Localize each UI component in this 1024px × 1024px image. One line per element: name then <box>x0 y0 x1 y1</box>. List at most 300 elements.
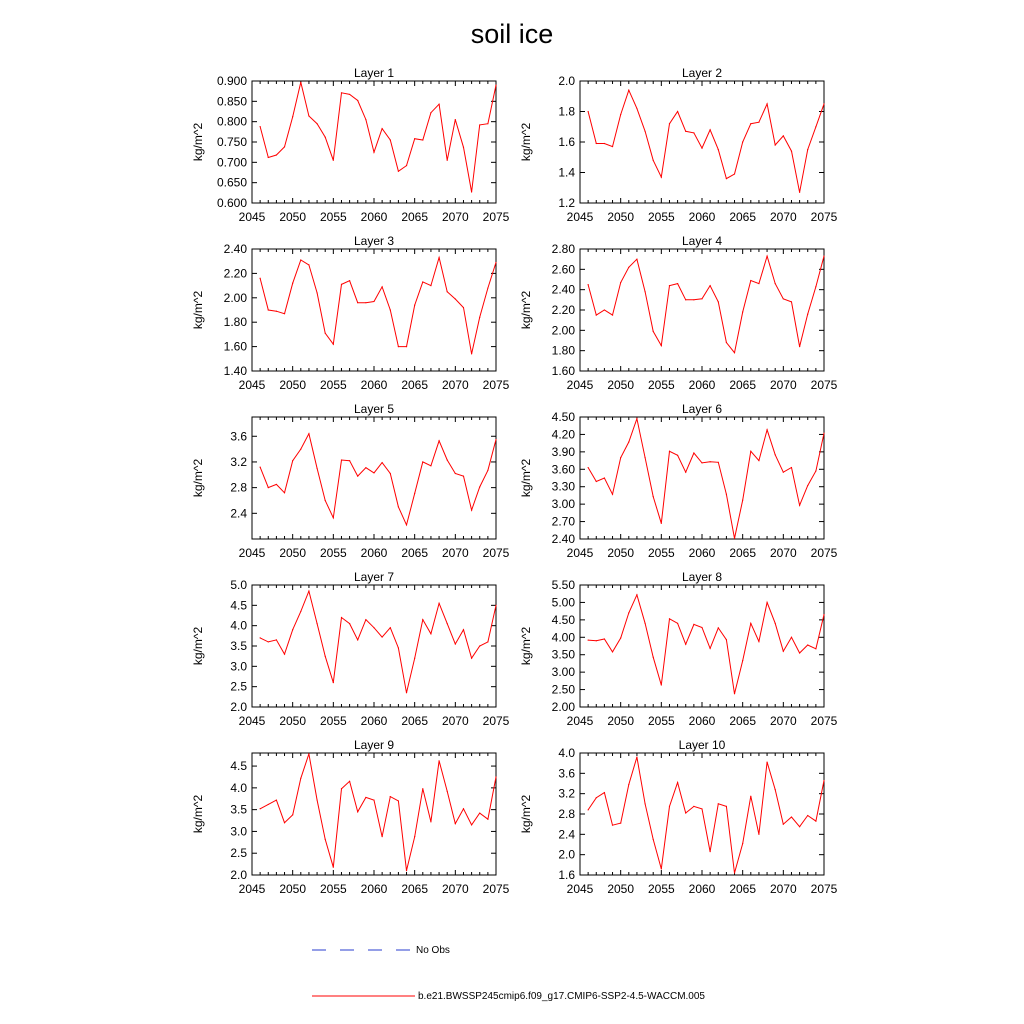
plot-frame <box>580 249 824 371</box>
y-tick-label: 2.20 <box>551 303 575 317</box>
data-point <box>628 441 629 442</box>
panel-title: Layer 1 <box>353 66 395 80</box>
data-point <box>365 467 366 468</box>
data-point <box>382 462 383 463</box>
y-tick-label: 2.40 <box>551 532 575 546</box>
x-tick-label: 2070 <box>769 210 797 224</box>
data-point <box>750 623 751 624</box>
x-tick-label: 2045 <box>238 546 266 560</box>
data-point <box>487 123 488 124</box>
x-tick-label: 2050 <box>279 714 307 728</box>
data-point <box>628 612 629 613</box>
data-point <box>726 806 727 807</box>
data-point <box>414 836 415 837</box>
data-point <box>365 302 366 303</box>
x-tick-label: 2075 <box>810 882 838 896</box>
x-tick-label: 2045 <box>238 378 266 392</box>
panel-title: Layer 4 <box>681 234 723 248</box>
y-tick-label: 1.6 <box>558 135 575 149</box>
data-point <box>734 693 735 694</box>
data-point <box>447 459 448 460</box>
data-point <box>260 808 261 809</box>
x-tick-label: 2045 <box>566 378 594 392</box>
data-point <box>390 309 391 310</box>
data-point <box>487 641 488 642</box>
data-point <box>495 776 496 777</box>
data-point <box>596 481 597 482</box>
y-tick-label: 3.0 <box>230 824 247 839</box>
y-tick-label: 2.00 <box>223 290 247 305</box>
data-point <box>365 797 366 798</box>
figure-title: soil ice <box>470 19 554 49</box>
x-tick-label: 2050 <box>607 882 635 896</box>
x-tick-label: 2045 <box>238 210 266 224</box>
data-point <box>382 836 383 837</box>
data-point <box>628 90 629 91</box>
data-point <box>815 126 816 127</box>
y-tick-label: 2.60 <box>551 262 575 277</box>
data-point <box>612 146 613 147</box>
data-point <box>365 119 366 120</box>
y-tick-label: 3.00 <box>551 497 575 512</box>
y-tick-label: 2.70 <box>551 514 575 529</box>
legend-obs-label: No Obs <box>416 945 450 956</box>
data-point <box>710 851 711 852</box>
data-point <box>341 284 342 285</box>
y-tick-label: 2.40 <box>551 282 575 297</box>
data-point <box>815 286 816 287</box>
data-point <box>398 506 399 507</box>
x-tick-label: 2050 <box>279 378 307 392</box>
data-point <box>406 346 407 347</box>
data-point <box>349 460 350 461</box>
data-point <box>325 839 326 840</box>
y-tick-label: 2.0 <box>558 74 575 88</box>
data-point <box>596 314 597 315</box>
data-point <box>447 160 448 161</box>
data-point <box>455 473 456 474</box>
data-point <box>807 149 808 150</box>
y-axis-label: kg/m^2 <box>191 290 205 330</box>
data-point <box>612 314 613 315</box>
data-point <box>734 538 735 539</box>
panel-title: Layer 6 <box>681 402 723 416</box>
panel-layer-7 <box>191 570 510 728</box>
y-tick-label: 3.6 <box>230 429 247 444</box>
data-point <box>447 791 448 792</box>
data-point <box>300 259 301 260</box>
plot-frame <box>252 753 496 875</box>
x-tick-label: 2070 <box>441 714 469 728</box>
data-point <box>823 780 824 781</box>
series-line <box>260 258 496 354</box>
data-point <box>766 103 767 104</box>
data-point <box>455 119 456 120</box>
y-axis-label: kg/m^2 <box>519 122 533 162</box>
plot-frame <box>580 753 824 875</box>
data-point <box>463 808 464 809</box>
data-point <box>373 799 374 800</box>
x-tick-label: 2075 <box>810 714 838 728</box>
data-point <box>644 623 645 624</box>
data-point <box>308 591 309 592</box>
data-point <box>276 799 277 800</box>
y-tick-label: 0.600 <box>216 196 247 210</box>
x-tick-label: 2070 <box>769 378 797 392</box>
legend-model-label: b.e21.BWSSP245cmip6.f09_g17.CMIP6-SSP2-4.5-WACCM.005 <box>418 991 705 1002</box>
data-point <box>718 803 719 804</box>
data-point <box>333 160 334 161</box>
y-tick-label: 4.0 <box>558 746 575 760</box>
x-tick-label: 2060 <box>360 546 388 560</box>
data-point <box>430 821 431 822</box>
data-point <box>677 455 678 456</box>
data-point <box>430 112 431 113</box>
y-tick-label: 1.80 <box>223 315 247 330</box>
data-point <box>316 292 317 293</box>
data-point <box>349 280 350 281</box>
x-tick-label: 2055 <box>319 546 347 560</box>
y-tick-label: 2.8 <box>230 480 247 495</box>
data-point <box>661 684 662 685</box>
data-point <box>636 594 637 595</box>
data-point <box>710 648 711 649</box>
data-point <box>463 475 464 476</box>
data-point <box>653 496 654 497</box>
data-point <box>463 629 464 630</box>
data-point <box>604 143 605 144</box>
x-tick-label: 2070 <box>769 546 797 560</box>
data-point <box>807 815 808 816</box>
y-tick-label: 1.8 <box>558 104 575 119</box>
y-tick-label: 2.40 <box>223 242 247 256</box>
y-tick-label: 5.00 <box>551 595 575 610</box>
x-tick-label: 2045 <box>566 882 594 896</box>
data-point <box>495 439 496 440</box>
data-point <box>636 418 637 419</box>
data-point <box>373 627 374 628</box>
y-axis-label: kg/m^2 <box>191 458 205 498</box>
x-tick-label: 2050 <box>279 210 307 224</box>
data-point <box>292 629 293 630</box>
x-tick-label: 2065 <box>401 210 429 224</box>
data-point <box>644 457 645 458</box>
data-point <box>791 816 792 817</box>
panel-title: Layer 7 <box>353 570 395 584</box>
y-tick-label: 3.6 <box>558 766 575 781</box>
data-point <box>292 814 293 815</box>
data-point <box>596 143 597 144</box>
x-tick-label: 2050 <box>607 210 635 224</box>
data-point <box>620 114 621 115</box>
y-tick-label: 5.0 <box>230 578 247 592</box>
x-tick-label: 2055 <box>647 714 675 728</box>
data-point <box>669 123 670 124</box>
data-point <box>750 796 751 797</box>
data-point <box>414 493 415 494</box>
data-point <box>495 262 496 263</box>
data-point <box>653 839 654 840</box>
data-point <box>406 165 407 166</box>
panel-layer-8 <box>519 570 838 728</box>
y-axis-label: kg/m^2 <box>519 626 533 666</box>
data-point <box>734 352 735 353</box>
data-point <box>815 470 816 471</box>
plot-frame <box>580 81 824 203</box>
data-point <box>661 345 662 346</box>
data-point <box>422 619 423 620</box>
data-point <box>438 104 439 105</box>
y-tick-label: 3.5 <box>230 802 247 817</box>
data-point <box>644 291 645 292</box>
data-point <box>479 486 480 487</box>
y-tick-label: 2.0 <box>230 700 247 714</box>
x-tick-label: 2075 <box>810 378 838 392</box>
data-point <box>685 299 686 300</box>
panel-title: Layer 10 <box>678 738 726 752</box>
data-point <box>636 108 637 109</box>
y-tick-label: 2.50 <box>551 682 575 697</box>
y-axis-label: kg/m^2 <box>519 458 533 498</box>
data-point <box>604 477 605 478</box>
data-point <box>750 451 751 452</box>
data-point <box>612 494 613 495</box>
data-point <box>422 788 423 789</box>
x-tick-label: 2045 <box>238 714 266 728</box>
y-axis-label: kg/m^2 <box>191 122 205 162</box>
x-tick-label: 2065 <box>729 882 757 896</box>
series-line <box>260 82 496 192</box>
data-point <box>325 333 326 334</box>
data-point <box>669 285 670 286</box>
data-point <box>308 433 309 434</box>
series-line <box>588 757 824 873</box>
data-point <box>783 135 784 136</box>
y-tick-label: 1.4 <box>558 165 575 180</box>
panel-title: Layer 8 <box>681 570 723 584</box>
panel-title: Layer 3 <box>353 234 395 248</box>
series-line <box>260 591 496 693</box>
data-point <box>406 870 407 871</box>
x-tick-label: 2055 <box>647 546 675 560</box>
data-point <box>791 467 792 468</box>
y-tick-label: 4.50 <box>551 410 575 424</box>
x-tick-label: 2060 <box>360 210 388 224</box>
y-tick-label: 1.40 <box>223 364 247 378</box>
data-point <box>807 644 808 645</box>
panel-layer-2 <box>519 66 838 224</box>
data-point <box>447 623 448 624</box>
data-point <box>414 305 415 306</box>
y-tick-label: 1.60 <box>223 339 247 354</box>
data-point <box>292 116 293 117</box>
x-tick-label: 2060 <box>688 714 716 728</box>
x-tick-label: 2065 <box>729 546 757 560</box>
data-point <box>284 313 285 314</box>
data-point <box>799 505 800 506</box>
data-point <box>333 867 334 868</box>
data-point <box>661 176 662 177</box>
data-point <box>365 619 366 620</box>
data-point <box>669 618 670 619</box>
data-point <box>677 283 678 284</box>
data-point <box>596 797 597 798</box>
data-point <box>685 644 686 645</box>
x-tick-label: 2075 <box>482 210 510 224</box>
data-point <box>260 126 261 127</box>
x-tick-label: 2065 <box>729 378 757 392</box>
data-point <box>815 648 816 649</box>
data-point <box>406 692 407 693</box>
data-point <box>325 137 326 138</box>
x-tick-label: 2050 <box>607 714 635 728</box>
x-tick-label: 2055 <box>647 210 675 224</box>
data-point <box>349 623 350 624</box>
x-tick-label: 2045 <box>566 546 594 560</box>
data-point <box>644 131 645 132</box>
x-tick-label: 2055 <box>319 210 347 224</box>
panel-title: Layer 9 <box>353 738 395 752</box>
x-tick-label: 2060 <box>688 882 716 896</box>
data-point <box>398 647 399 648</box>
data-point <box>398 346 399 347</box>
data-point <box>596 640 597 641</box>
data-point <box>620 282 621 283</box>
data-point <box>701 148 702 149</box>
data-point <box>357 475 358 476</box>
x-tick-label: 2075 <box>810 546 838 560</box>
data-point <box>807 485 808 486</box>
data-point <box>685 472 686 473</box>
y-tick-label: 2.4 <box>558 827 575 842</box>
plot-frame <box>580 585 824 707</box>
data-point <box>438 760 439 761</box>
y-tick-label: 0.700 <box>216 155 247 170</box>
data-point <box>718 627 719 628</box>
data-point <box>357 302 358 303</box>
y-tick-label: 4.0 <box>230 618 247 633</box>
data-point <box>349 781 350 782</box>
data-point <box>260 278 261 279</box>
data-point <box>693 452 694 453</box>
data-point <box>718 301 719 302</box>
data-point <box>422 139 423 140</box>
data-point <box>341 617 342 618</box>
y-tick-label: 3.2 <box>558 786 575 801</box>
data-point <box>823 103 824 104</box>
series-line <box>588 90 824 192</box>
data-point <box>636 259 637 260</box>
data-point <box>276 154 277 155</box>
data-point <box>268 157 269 158</box>
data-point <box>406 524 407 525</box>
data-point <box>758 122 759 123</box>
data-point <box>620 457 621 458</box>
data-point <box>604 638 605 639</box>
data-point <box>758 460 759 461</box>
data-point <box>382 636 383 637</box>
series-line <box>588 595 824 694</box>
data-point <box>316 123 317 124</box>
data-point <box>669 451 670 452</box>
data-point <box>325 656 326 657</box>
data-point <box>292 283 293 284</box>
panel-layer-4 <box>519 234 838 392</box>
x-tick-label: 2050 <box>607 546 635 560</box>
y-axis-label: kg/m^2 <box>191 626 205 666</box>
data-point <box>815 821 816 822</box>
panel-layer-3 <box>191 234 510 392</box>
data-point <box>276 639 277 640</box>
x-tick-label: 2065 <box>729 714 757 728</box>
data-point <box>487 819 488 820</box>
y-tick-label: 4.5 <box>230 598 247 613</box>
data-point <box>300 449 301 450</box>
data-point <box>588 809 589 810</box>
data-point <box>604 309 605 310</box>
data-point <box>783 651 784 652</box>
data-point <box>710 129 711 130</box>
data-point <box>726 494 727 495</box>
data-point <box>373 301 374 302</box>
x-tick-label: 2070 <box>769 714 797 728</box>
data-point <box>742 311 743 312</box>
y-tick-label: 4.0 <box>230 780 247 795</box>
data-point <box>268 641 269 642</box>
data-point <box>414 658 415 659</box>
data-point <box>742 141 743 142</box>
y-tick-label: 3.30 <box>551 479 575 494</box>
y-tick-label: 1.80 <box>551 343 575 358</box>
data-point <box>390 796 391 797</box>
x-tick-label: 2050 <box>607 378 635 392</box>
x-tick-label: 2065 <box>401 882 429 896</box>
data-point <box>357 639 358 640</box>
data-point <box>604 792 605 793</box>
data-point <box>455 823 456 824</box>
x-tick-label: 2055 <box>319 714 347 728</box>
y-tick-label: 3.60 <box>551 462 575 477</box>
data-point <box>742 843 743 844</box>
y-axis-label: kg/m^2 <box>191 794 205 834</box>
x-tick-label: 2060 <box>688 378 716 392</box>
data-point <box>677 111 678 112</box>
x-tick-label: 2060 <box>360 378 388 392</box>
data-point <box>775 789 776 790</box>
data-point <box>325 500 326 501</box>
x-tick-label: 2075 <box>482 714 510 728</box>
y-tick-label: 0.900 <box>216 74 247 88</box>
data-point <box>479 813 480 814</box>
data-point <box>382 128 383 129</box>
data-point <box>300 611 301 612</box>
data-point <box>438 603 439 604</box>
data-point <box>268 309 269 310</box>
data-point <box>284 492 285 493</box>
data-point <box>775 144 776 145</box>
data-point <box>636 756 637 757</box>
y-tick-label: 0.750 <box>216 135 247 149</box>
y-tick-label: 2.80 <box>551 242 575 256</box>
data-point <box>750 280 751 281</box>
data-point <box>284 822 285 823</box>
data-point <box>823 433 824 434</box>
data-point <box>791 637 792 638</box>
x-tick-label: 2055 <box>647 378 675 392</box>
y-tick-label: 2.8 <box>558 807 575 821</box>
data-point <box>268 487 269 488</box>
data-point <box>430 633 431 634</box>
